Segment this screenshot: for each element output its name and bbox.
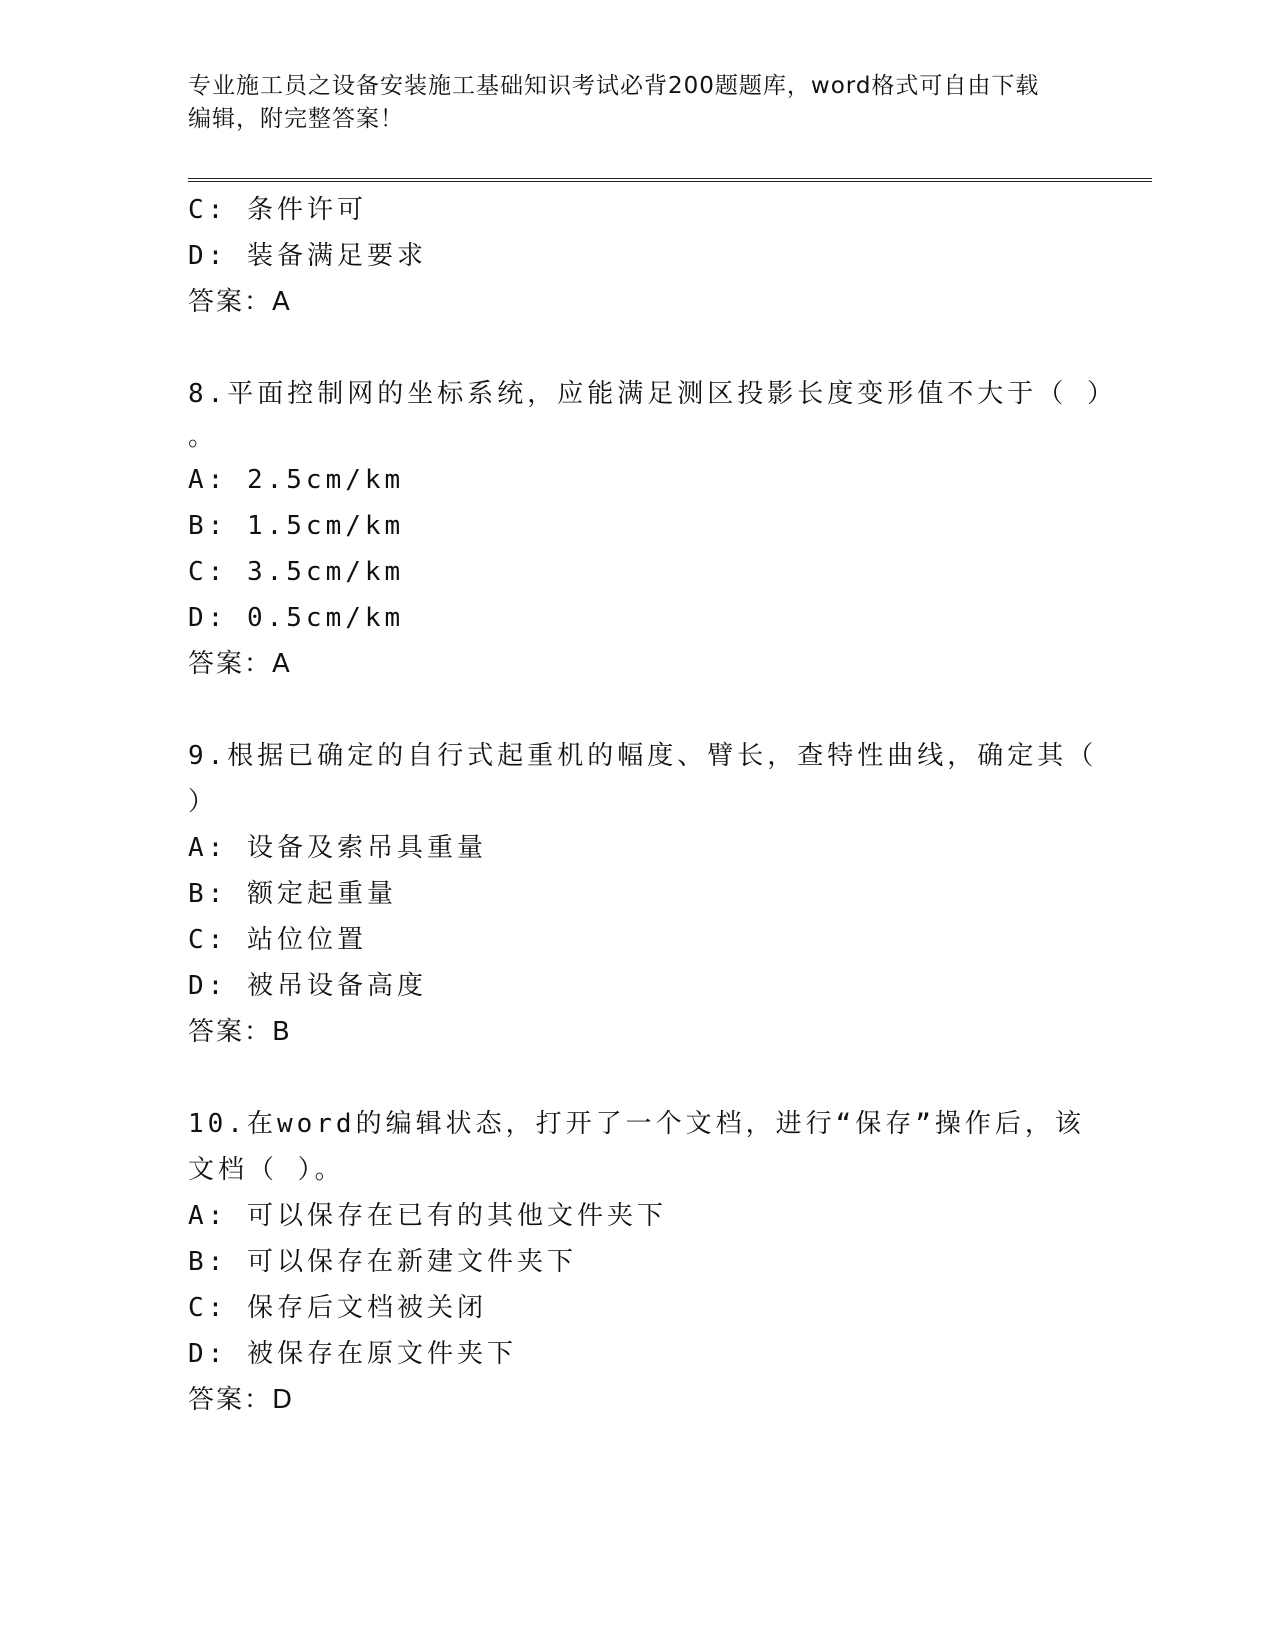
question-list [188, 187, 1117, 1423]
answer-line: 答案：A [188, 649, 292, 679]
option-a: A: 设备及索吊具重量 [188, 833, 487, 863]
question-10 [188, 1101, 1085, 1423]
option-b: B: 额定起重量 [188, 879, 397, 909]
spacer [188, 1055, 1078, 1101]
option-c: C: 3.5cm/km [188, 557, 405, 587]
option-d: D: 0.5cm/km [188, 603, 405, 633]
option-c: C: 条件许可 [188, 195, 367, 225]
question-stem: 8.平面控制网的坐标系统，应能满足测区投影长度变形值不大于（ ） [188, 379, 1117, 409]
continued-question [188, 187, 1078, 325]
spacer [188, 325, 1078, 371]
answer-line: 答案：A [188, 287, 292, 317]
answer-line: 答案：B [188, 1017, 292, 1047]
header-divider [188, 178, 1152, 182]
header-title-line-1: 专业施工员之设备安装施工基础知识考试必背200题题库，word格式可自由下载 [188, 73, 1040, 99]
question-stem: 10.在word的编辑状态，打开了一个文档，进行“保存”操作后，该 [188, 1109, 1085, 1139]
question-stem: 9.根据已确定的自行式起重机的幅度、臂长，查特性曲线，确定其（ [188, 741, 1098, 771]
header-title-line-2: 编辑，附完整答案！ [188, 106, 404, 132]
option-d: D: 装备满足要求 [188, 241, 427, 271]
question-stem-continuation: 。 [188, 422, 219, 452]
option-c: C: 站位位置 [188, 925, 367, 955]
question-9 [188, 733, 1098, 1055]
option-d: D: 被保存在原文件夹下 [188, 1339, 517, 1369]
question-stem-continuation: ） [188, 787, 219, 817]
option-a: A: 2.5cm/km [188, 465, 405, 495]
question-stem-continuation: 文档（ ）。 [188, 1155, 345, 1185]
option-c: C: 保存后文档被关闭 [188, 1293, 487, 1323]
question-8 [188, 371, 1117, 687]
option-d: D: 被吊设备高度 [188, 971, 427, 1001]
option-b: B: 可以保存在新建文件夹下 [188, 1247, 577, 1277]
option-a: A: 可以保存在已有的其他文件夹下 [188, 1201, 667, 1231]
option-b: B: 1.5cm/km [188, 511, 405, 541]
spacer [188, 687, 1078, 733]
document-header [188, 70, 1068, 136]
answer-line: 答案：D [188, 1385, 295, 1415]
